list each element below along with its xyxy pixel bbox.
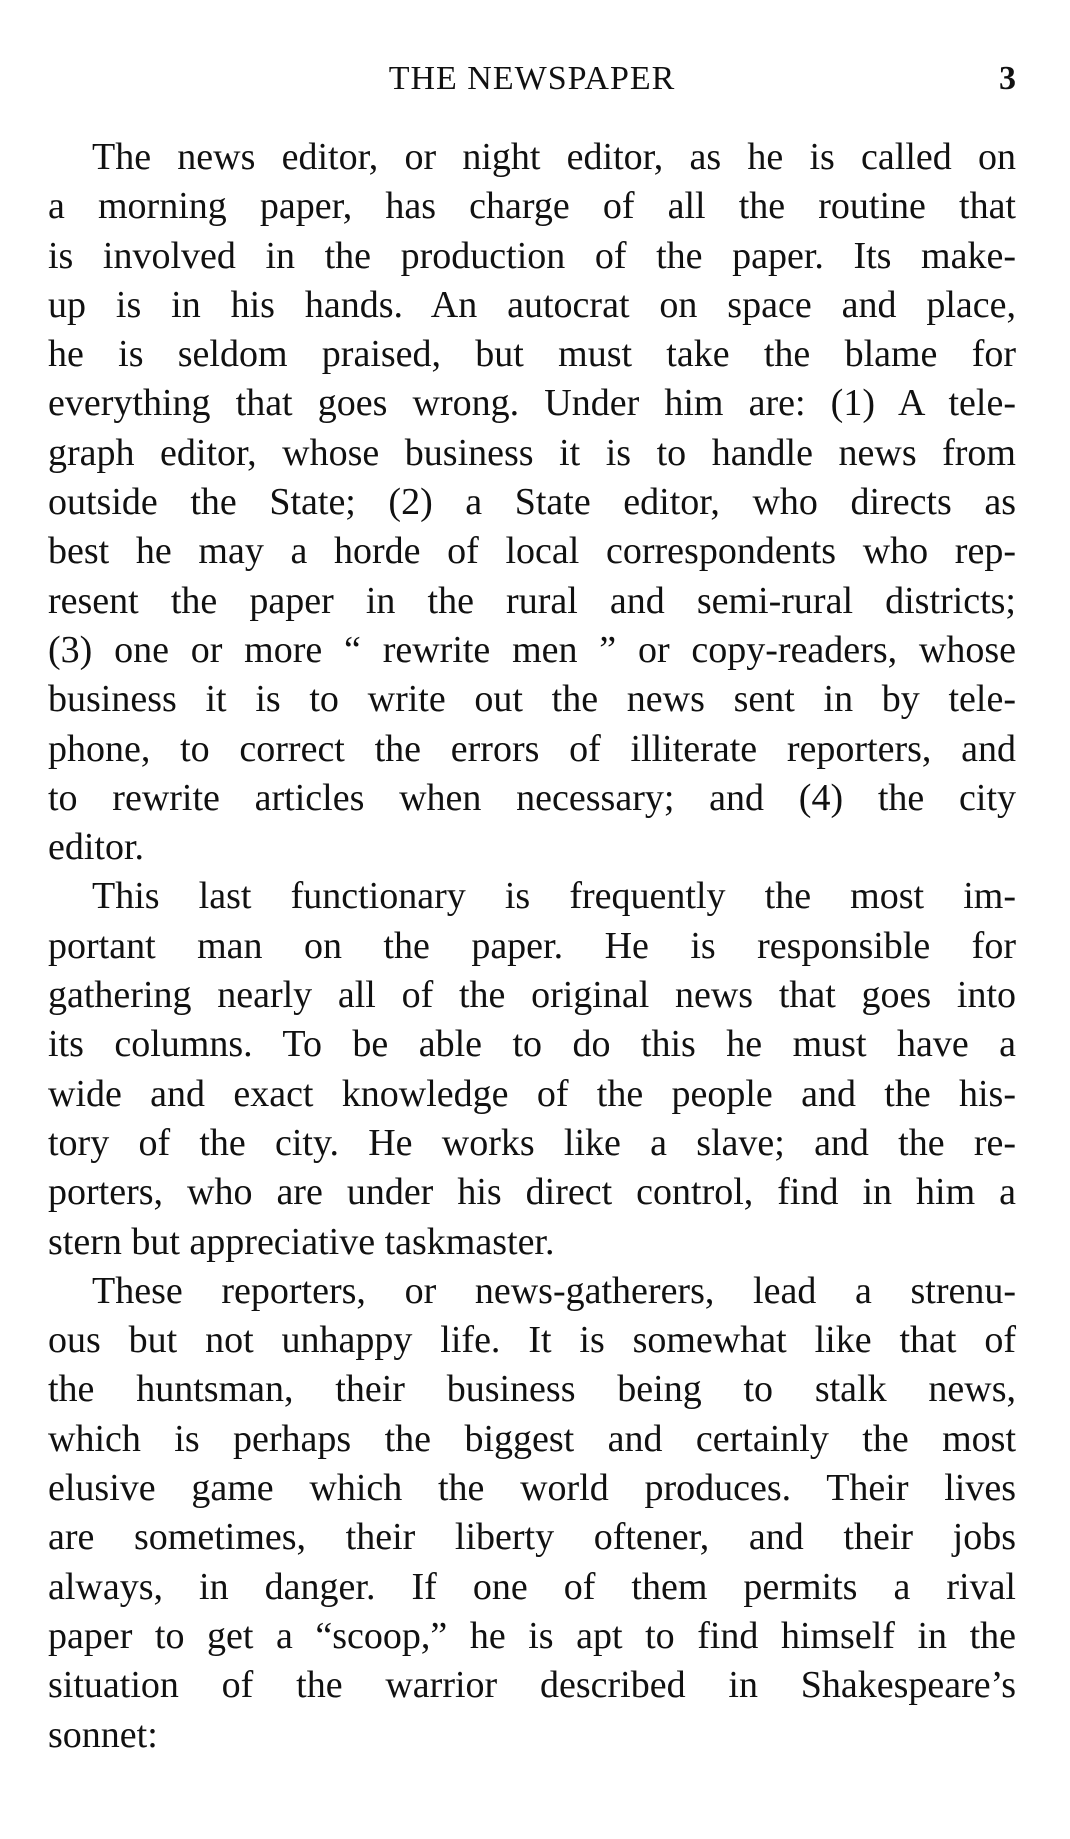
text-line: outside the State; (2) a State editor, who directs as (48, 481, 1016, 524)
text-line: sonnet: (48, 1713, 158, 1756)
text-line: situation of the warrior described in Shakespeare’s (48, 1664, 1016, 1707)
paragraph-news-editor (48, 133, 1016, 872)
text-line: (3) one or more “ rewrite men ” or copy-readers, whose (48, 628, 1016, 671)
text-line: he is seldom praised, but must take the blame for (48, 333, 1016, 376)
text-line: ous but not unhappy life. It is somewhat like that of (48, 1319, 1016, 1362)
text-line: the huntsman, their business being to stalk news, (48, 1368, 1016, 1411)
text-line: wide and exact knowledge of the people and the his- (48, 1072, 1016, 1115)
text-line: This last functionary is frequently the most im- (92, 875, 1016, 918)
text-line: portant man on the paper. He is responsible for (48, 924, 1016, 967)
text-line: is involved in the production of the paper. Its make- (48, 234, 1016, 277)
text-line: These reporters, or news-gatherers, lead a strenu- (92, 1269, 1016, 1312)
text-line: stern but appreciative taskmaster. (48, 1220, 555, 1263)
text-line: tory of the city. He works like a slave; and the re- (48, 1121, 1016, 1164)
text-line: phone, to correct the errors of illiterate reporters, and (48, 727, 1016, 770)
text-line: graph editor, whose business it is to handle news from (48, 431, 1016, 474)
text-line: a morning paper, has charge of all the routine that (48, 185, 1016, 228)
paragraph-city-editor (48, 872, 1016, 1266)
text-line: which is perhaps the biggest and certainly the most (48, 1417, 1016, 1460)
text-line: The news editor, or night editor, as he is called on (92, 136, 1016, 178)
text-line: gathering nearly all of the original news that goes into (48, 974, 1016, 1017)
running-header (48, 56, 1016, 102)
text-line: to rewrite articles when necessary; and (4) the city (48, 776, 1016, 819)
running-title: THE NEWSPAPER (388, 60, 676, 97)
text-line: business it is to write out the news sent in by tele- (48, 678, 1016, 721)
paragraph-reporters (48, 1267, 1016, 1760)
text-line: up is in his hands. An autocrat on space and place, (48, 283, 1016, 326)
text-line: best he may a horde of local correspondents who rep- (48, 530, 1016, 573)
text-line: always, in danger. If one of them permits a rival (48, 1565, 1016, 1608)
text-line: everything that goes wrong. Under him are: (1) A tele- (48, 382, 1016, 425)
text-line: paper to get a “scoop,” he is apt to find himself in the (48, 1614, 1016, 1657)
text-line: porters, who are under his direct control, find in him a (48, 1171, 1016, 1214)
text-line: are sometimes, their liberty oftener, and their jobs (48, 1516, 1016, 1559)
text-line: elusive game which the world produces. Their lives (48, 1467, 1016, 1510)
text-line: resent the paper in the rural and semi-rural districts; (48, 579, 1016, 622)
text-line: editor. (48, 826, 145, 869)
page-number: 3 (999, 60, 1016, 97)
body-text (48, 133, 1016, 1760)
text-line: its columns. To be able to do this he must have a (48, 1023, 1016, 1066)
